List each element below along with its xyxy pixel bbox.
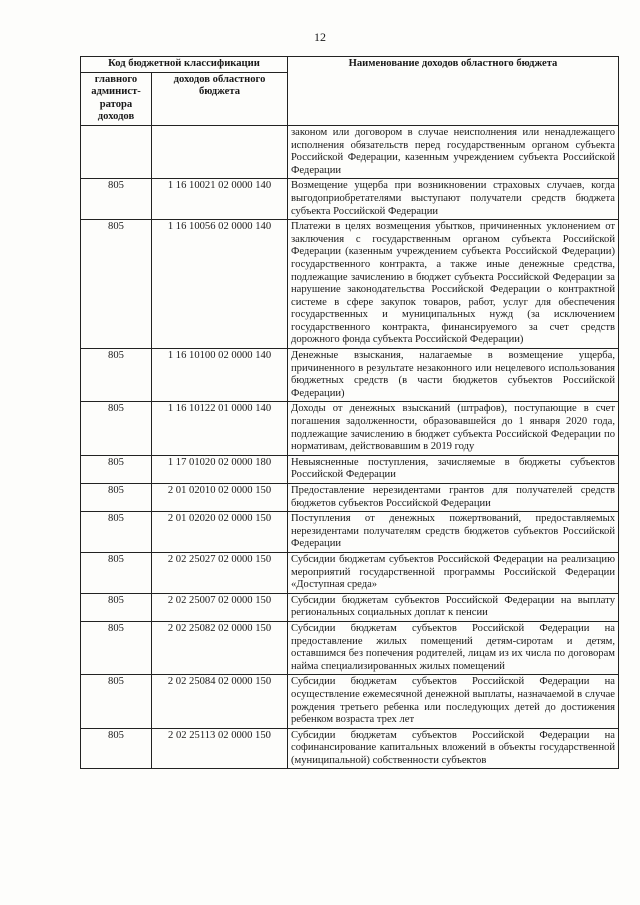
admin-code-cell: 805 [81,484,152,512]
table-row [81,552,619,593]
revenue-name-cell: Предоставление нерезидентами грантов для получателей средств бюджетов субъектов Российской Федерации [288,484,619,512]
revenue-name-cell: Возмещение ущерба при возникновении страховых случаев, когда выгодоприобретателями выступают получатели средств бюджета субъекта Российской Федерации [288,179,619,220]
revenue-name-cell: Невыясненные поступления, зачисляемые в бюджеты субъектов Российской Федерации [288,455,619,483]
admin-code-cell: 805 [81,675,152,728]
admin-code-cell: 805 [81,512,152,553]
admin-code-cell: 805 [81,728,152,769]
admin-code-cell: 805 [81,593,152,621]
budget-classification-table [80,56,619,769]
revenue-code-cell: 2 02 25007 02 0000 150 [152,593,288,621]
revenue-name-cell: Субсидии бюджетам субъектов Российской Федерации на софинансирование капитальных вложений в объекты государственной (муниципальной) собственности субъектов [288,728,619,769]
admin-code-cell: 805 [81,552,152,593]
revenue-name-cell: Субсидии бюджетам субъектов Российской Федерации на осуществление ежемесячной денежной выплаты, назначаемой в случае рождения третьего ребенка или последующих детей до достижения ребенком возраста трех лет [288,675,619,728]
admin-code-cell: 805 [81,220,152,349]
table-header-row [81,57,619,73]
table-row [81,621,619,674]
table-row [81,728,619,769]
table-row [81,512,619,553]
table-row [81,402,619,455]
revenue-code-cell: 2 02 25113 02 0000 150 [152,728,288,769]
revenue-name-cell: Субсидии бюджетам субъектов Российской Федерации на реализацию мероприятий государственной программы Российской Федерации «Доступная среда» [288,552,619,593]
revenue-code-cell: 2 01 02010 02 0000 150 [152,484,288,512]
revenue-code-cell: 2 02 25027 02 0000 150 [152,552,288,593]
revenue-code-cell: 1 16 10021 02 0000 140 [152,179,288,220]
page-number: 12 [314,30,326,44]
table-row [81,455,619,483]
header-name: Наименование доходов областного бюджета [288,57,619,126]
admin-code-cell: 805 [81,179,152,220]
revenue-name-cell: Субсидии бюджетам субъектов Российской Федерации на предоставление жилых помещений детям-сиротам и детям, оставшимся без попечения родителей, лицам из их числа по договорам найма специализированных жилых помещений [288,621,619,674]
admin-code-cell: 805 [81,402,152,455]
table-row [81,484,619,512]
table-row [81,349,619,402]
revenue-code-cell: 1 16 10100 02 0000 140 [152,349,288,402]
table-row [81,675,619,728]
table-row [81,125,619,178]
revenue-name-cell: Поступления от денежных пожертвований, предоставляемых нерезидентами получателям средств бюджетов субъектов Российской Федерации [288,512,619,553]
admin-code-cell: 805 [81,349,152,402]
revenue-code-cell: 1 16 10056 02 0000 140 [152,220,288,349]
revenue-code-cell: 2 02 25082 02 0000 150 [152,621,288,674]
header-revenue: доходов областного бюджета [152,72,288,125]
revenue-name-cell: Субсидии бюджетам субъектов Российской Федерации на выплату региональных социальных доплат к пенсии [288,593,619,621]
revenue-name-cell: Платежи в целях возмещения убытков, причиненных уклонением от заключения с государственным органом субъекта Российской Федерации (казенным учреждением субъекта Российской Федерации) государственного контракта, а также иные денежные средства, подлежащие зачислению в бюджет субъекта Российской Федерации за нарушение законодательства Российской Федерации о контрактной системе в сфере закупок товаров, работ, услуг для обеспечения государственных и муниципальных нужд (за исключением государственного контракта, финансируемого за счет средств дорожного фонда субъекта Российской Федерации) [288,220,619,349]
revenue-code-cell [152,125,288,178]
header-classification: Код бюджетной классификации [81,57,288,73]
table-row [81,593,619,621]
revenue-code-cell: 2 01 02020 02 0000 150 [152,512,288,553]
revenue-name-cell: Доходы от денежных взысканий (штрафов), поступающие в счет погашения задолженности, образовавшейся до 1 января 2020 года, подлежащие зачислению в бюджет субъекта Российской Федерации по нормативам, действовавшим в 2019 году [288,402,619,455]
header-admin: главного админист-ратора доходов [81,72,152,125]
revenue-code-cell: 1 17 01020 02 0000 180 [152,455,288,483]
revenue-code-cell: 2 02 25084 02 0000 150 [152,675,288,728]
revenue-name-cell: законом или договором в случае неисполнения или ненадлежащего исполнения обязательств перед государственным органом субъекта Российской Федерации, казенным учреждением субъекта Российской Федерации [288,125,619,178]
admin-code-cell: 805 [81,621,152,674]
revenue-name-cell: Денежные взыскания, налагаемые в возмещение ущерба, причиненного в результате незаконного или нецелевого использования бюджетных средств (в части бюджетов субъектов Российской Федерации) [288,349,619,402]
table-body [81,125,619,769]
admin-code-cell: 805 [81,455,152,483]
revenue-code-cell: 1 16 10122 01 0000 140 [152,402,288,455]
admin-code-cell [81,125,152,178]
table-row [81,220,619,349]
table-row [81,179,619,220]
